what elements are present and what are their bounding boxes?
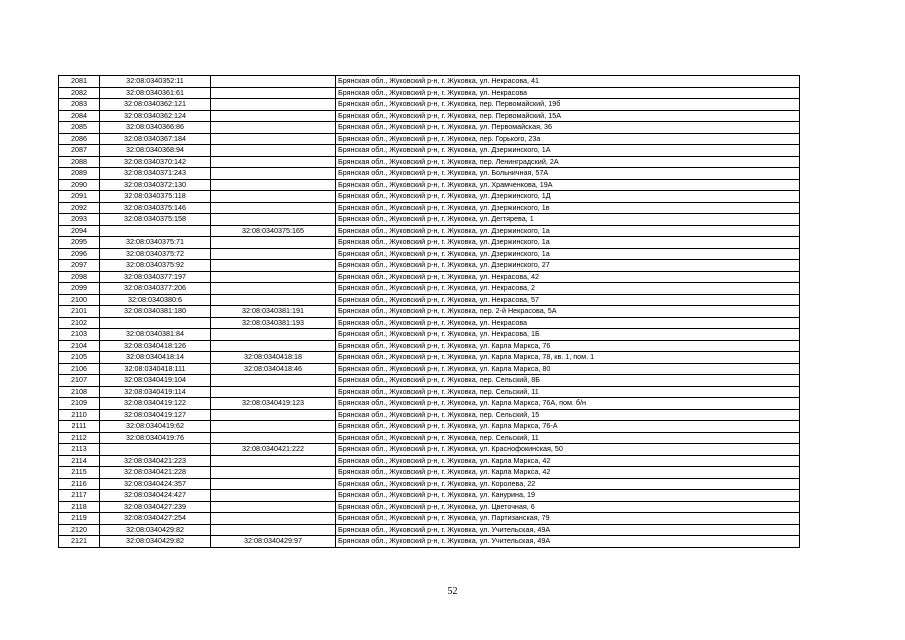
linked-cadastral-number-cell bbox=[211, 478, 336, 490]
address-cell: Брянская обл., Жуковский р-н, г. Жуковка, пер. Первомайский, 15А bbox=[336, 110, 800, 122]
address-cell: Брянская обл., Жуковский р-н, г. Жуковка, ул. Канурина, 19 bbox=[336, 490, 800, 502]
address-cell: Брянская обл., Жуковский р-н, г. Жуковка, ул. Больничная, 57А bbox=[336, 168, 800, 180]
cadastral-number-cell: 32:08:0340367:184 bbox=[100, 133, 211, 145]
address-cell: Брянская обл., Жуковский р-н, г. Жуковка, ул. Некрасова, 1Б bbox=[336, 329, 800, 341]
row-number-cell: 2090 bbox=[59, 179, 100, 191]
linked-cadastral-number-cell bbox=[211, 110, 336, 122]
cadastral-number-cell bbox=[100, 317, 211, 329]
linked-cadastral-number-cell bbox=[211, 168, 336, 180]
row-number-cell: 2096 bbox=[59, 248, 100, 260]
cadastral-number-cell bbox=[100, 444, 211, 456]
table-row bbox=[59, 76, 800, 88]
row-number-cell: 2111 bbox=[59, 421, 100, 433]
cadastral-number-cell: 32:08:0340361:61 bbox=[100, 87, 211, 99]
linked-cadastral-number-cell bbox=[211, 248, 336, 260]
row-number-cell: 2107 bbox=[59, 375, 100, 387]
table-row bbox=[59, 478, 800, 490]
linked-cadastral-number-cell bbox=[211, 179, 336, 191]
cadastral-number-cell: 32:08:0340375:146 bbox=[100, 202, 211, 214]
linked-cadastral-number-cell bbox=[211, 467, 336, 479]
table-row bbox=[59, 352, 800, 364]
row-number-cell: 2095 bbox=[59, 237, 100, 249]
row-number-cell: 2100 bbox=[59, 294, 100, 306]
cadastral-number-cell: 32:08:0340418:126 bbox=[100, 340, 211, 352]
linked-cadastral-number-cell bbox=[211, 294, 336, 306]
cadastral-number-cell: 32:08:0340419:104 bbox=[100, 375, 211, 387]
row-number-cell: 2087 bbox=[59, 145, 100, 157]
cadastral-number-cell: 32:08:0340429:82 bbox=[100, 524, 211, 536]
cadastral-number-cell: 32:08:0340375:92 bbox=[100, 260, 211, 272]
table-row bbox=[59, 490, 800, 502]
row-number-cell: 2084 bbox=[59, 110, 100, 122]
table-row bbox=[59, 513, 800, 525]
address-cell: Брянская обл., Жуковский р-н, г. Жуковка, ул. Дзержинского, 1в bbox=[336, 202, 800, 214]
cadastral-number-cell: 32:08:0340372:130 bbox=[100, 179, 211, 191]
address-cell: Брянская обл., Жуковский р-н, г. Жуковка, пер. Горького, 23а bbox=[336, 133, 800, 145]
linked-cadastral-number-cell bbox=[211, 260, 336, 272]
cadastral-number-cell: 32:08:0340419:114 bbox=[100, 386, 211, 398]
address-cell: Брянская обл., Жуковский р-н, г. Жуковка, ул. Дзержинского, 1а bbox=[336, 237, 800, 249]
table-row bbox=[59, 409, 800, 421]
table-row bbox=[59, 145, 800, 157]
table-row bbox=[59, 191, 800, 203]
cadastral-number-cell: 32:08:0340424:357 bbox=[100, 478, 211, 490]
linked-cadastral-number-cell bbox=[211, 375, 336, 387]
row-number-cell: 2115 bbox=[59, 467, 100, 479]
address-cell: Брянская обл., Жуковский р-н, г. Жуковка, пер. Ленинградский, 2А bbox=[336, 156, 800, 168]
address-cell: Брянская обл., Жуковский р-н, г. Жуковка, ул. Партизанская, 79 bbox=[336, 513, 800, 525]
cadastral-number-cell: 32:08:0340429:82 bbox=[100, 536, 211, 548]
address-cell: Брянская обл., Жуковский р-н, г. Жуковка, ул. Королева, 22 bbox=[336, 478, 800, 490]
page-number: 52 bbox=[447, 586, 458, 597]
table-row bbox=[59, 467, 800, 479]
linked-cadastral-number-cell bbox=[211, 513, 336, 525]
row-number-cell: 2113 bbox=[59, 444, 100, 456]
table-row bbox=[59, 294, 800, 306]
linked-cadastral-number-cell bbox=[211, 283, 336, 295]
table-row bbox=[59, 501, 800, 513]
table-row bbox=[59, 386, 800, 398]
linked-cadastral-number-cell: 32:08:0340381:193 bbox=[211, 317, 336, 329]
address-cell: Брянская обл., Жуковский р-н, г. Жуковка, пер. 2-й Некрасова, 5А bbox=[336, 306, 800, 318]
row-number-cell: 2081 bbox=[59, 76, 100, 88]
address-cell: Брянская обл., Жуковский р-н, г. Жуковка, ул. Карла Маркса, 76-А bbox=[336, 421, 800, 433]
table-row bbox=[59, 260, 800, 272]
address-cell: Брянская обл., Жуковский р-н, г. Жуковка, пер. Сельский, 11 bbox=[336, 386, 800, 398]
address-cell: Брянская обл., Жуковский р-н, г. Жуковка, ул. Дзержинского, 1А bbox=[336, 145, 800, 157]
linked-cadastral-number-cell bbox=[211, 191, 336, 203]
table-row bbox=[59, 317, 800, 329]
cadastral-number-cell: 32:08:0340419:122 bbox=[100, 398, 211, 410]
cadastral-number-cell: 32:08:0340421:228 bbox=[100, 467, 211, 479]
linked-cadastral-number-cell bbox=[211, 490, 336, 502]
row-number-cell: 2118 bbox=[59, 501, 100, 513]
address-cell: Брянская обл., Жуковский р-н, г. Жуковка, ул. Карла Маркса, 80 bbox=[336, 363, 800, 375]
linked-cadastral-number-cell bbox=[211, 156, 336, 168]
row-number-cell: 2105 bbox=[59, 352, 100, 364]
cadastral-number-cell: 32:08:0340380:6 bbox=[100, 294, 211, 306]
table-row bbox=[59, 202, 800, 214]
cadastral-number-cell bbox=[100, 225, 211, 237]
table-row bbox=[59, 363, 800, 375]
row-number-cell: 2116 bbox=[59, 478, 100, 490]
row-number-cell: 2097 bbox=[59, 260, 100, 272]
address-cell: Брянская обл., Жуковский р-н, г. Жуковка, ул. Дзержинского, 27 bbox=[336, 260, 800, 272]
address-cell: Брянская обл., Жуковский р-н, г. Жуковка, ул. Некрасова, 57 bbox=[336, 294, 800, 306]
linked-cadastral-number-cell: 32:08:0340375:165 bbox=[211, 225, 336, 237]
address-cell: Брянская обл., Жуковский р-н, г. Жуковка, ул. Некрасова, 41 bbox=[336, 76, 800, 88]
row-number-cell: 2117 bbox=[59, 490, 100, 502]
address-cell: Брянская обл., Жуковский р-н, г. Жуковка, ул. Дегтярева, 1 bbox=[336, 214, 800, 226]
row-number-cell: 2112 bbox=[59, 432, 100, 444]
cadastral-number-cell: 32:08:0340419:76 bbox=[100, 432, 211, 444]
linked-cadastral-number-cell bbox=[211, 455, 336, 467]
table-row bbox=[59, 398, 800, 410]
table-row bbox=[59, 432, 800, 444]
address-cell: Брянская обл., Жуковский р-н, г. Жуковка, ул. Карла Маркса, 42 bbox=[336, 467, 800, 479]
table-row bbox=[59, 248, 800, 260]
table-row bbox=[59, 214, 800, 226]
table-row bbox=[59, 421, 800, 433]
table-row bbox=[59, 524, 800, 536]
address-cell: Брянская обл., Жуковский р-н, г. Жуковка, ул. Некрасова, 2 bbox=[336, 283, 800, 295]
linked-cadastral-number-cell bbox=[211, 76, 336, 88]
linked-cadastral-number-cell bbox=[211, 524, 336, 536]
registry-table bbox=[58, 75, 800, 548]
address-cell: Брянская обл., Жуковский р-н, г. Жуковка, ул. Карла Маркса, 76А, пом. б/н bbox=[336, 398, 800, 410]
address-cell: Брянская обл., Жуковский р-н, г. Жуковка, пер. Сельский, 11 bbox=[336, 432, 800, 444]
address-cell: Брянская обл., Жуковский р-н, г. Жуковка, пер. Сельский, 8Б bbox=[336, 375, 800, 387]
linked-cadastral-number-cell bbox=[211, 329, 336, 341]
table-row bbox=[59, 271, 800, 283]
cadastral-number-cell: 32:08:0340377:206 bbox=[100, 283, 211, 295]
cadastral-number-cell: 32:08:0340381:84 bbox=[100, 329, 211, 341]
linked-cadastral-number-cell bbox=[211, 214, 336, 226]
row-number-cell: 2082 bbox=[59, 87, 100, 99]
linked-cadastral-number-cell bbox=[211, 237, 336, 249]
table-row bbox=[59, 536, 800, 548]
address-cell: Брянская обл., Жуковский р-н, г. Жуковка, ул. Дзержинского, 1Д bbox=[336, 191, 800, 203]
cadastral-number-cell: 32:08:0340375:158 bbox=[100, 214, 211, 226]
table-row bbox=[59, 329, 800, 341]
table-row bbox=[59, 87, 800, 99]
table-row bbox=[59, 444, 800, 456]
address-cell: Брянская обл., Жуковский р-н, г. Жуковка, ул. Дзержинского, 1а bbox=[336, 225, 800, 237]
row-number-cell: 2085 bbox=[59, 122, 100, 134]
row-number-cell: 2098 bbox=[59, 271, 100, 283]
table-row bbox=[59, 225, 800, 237]
linked-cadastral-number-cell: 32:08:0340429:97 bbox=[211, 536, 336, 548]
cadastral-number-cell: 32:08:0340362:124 bbox=[100, 110, 211, 122]
linked-cadastral-number-cell: 32:08:0340418:18 bbox=[211, 352, 336, 364]
row-number-cell: 2106 bbox=[59, 363, 100, 375]
cadastral-number-cell: 32:08:0340375:72 bbox=[100, 248, 211, 260]
linked-cadastral-number-cell: 32:08:0340418:46 bbox=[211, 363, 336, 375]
row-number-cell: 2089 bbox=[59, 168, 100, 180]
cadastral-number-cell: 32:08:0340381:180 bbox=[100, 306, 211, 318]
linked-cadastral-number-cell: 32:08:0340419:123 bbox=[211, 398, 336, 410]
address-cell: Брянская обл., Жуковский р-н, г. Жуковка, ул. Некрасова, 42 bbox=[336, 271, 800, 283]
linked-cadastral-number-cell bbox=[211, 409, 336, 421]
row-number-cell: 2103 bbox=[59, 329, 100, 341]
linked-cadastral-number-cell bbox=[211, 87, 336, 99]
address-cell: Брянская обл., Жуковский р-н, г. Жуковка, пер. Сельский, 15 bbox=[336, 409, 800, 421]
table-row bbox=[59, 110, 800, 122]
address-cell: Брянская обл., Жуковский р-н, г. Жуковка, ул. Цветочная, 6 bbox=[336, 501, 800, 513]
row-number-cell: 2099 bbox=[59, 283, 100, 295]
row-number-cell: 2120 bbox=[59, 524, 100, 536]
linked-cadastral-number-cell bbox=[211, 501, 336, 513]
address-cell: Брянская обл., Жуковский р-н, г. Жуковка, ул. Карла Маркса, 78, кв. 1, пом. 1 bbox=[336, 352, 800, 364]
cadastral-number-cell: 32:08:0340421:223 bbox=[100, 455, 211, 467]
linked-cadastral-number-cell: 32:08:0340381:191 bbox=[211, 306, 336, 318]
linked-cadastral-number-cell bbox=[211, 122, 336, 134]
linked-cadastral-number-cell bbox=[211, 271, 336, 283]
table-row bbox=[59, 306, 800, 318]
row-number-cell: 2101 bbox=[59, 306, 100, 318]
address-cell: Брянская обл., Жуковский р-н, г. Жуковка, ул. Некрасова bbox=[336, 87, 800, 99]
row-number-cell: 2093 bbox=[59, 214, 100, 226]
row-number-cell: 2109 bbox=[59, 398, 100, 410]
cadastral-number-cell: 32:08:0340424:427 bbox=[100, 490, 211, 502]
table-row bbox=[59, 340, 800, 352]
linked-cadastral-number-cell bbox=[211, 133, 336, 145]
address-cell: Брянская обл., Жуковский р-н, г. Жуковка, ул. Краснофокинская, 50 bbox=[336, 444, 800, 456]
cadastral-number-cell: 32:08:0340427:239 bbox=[100, 501, 211, 513]
table-row bbox=[59, 375, 800, 387]
address-cell: Брянская обл., Жуковский р-н, г. Жуковка, ул. Некрасова bbox=[336, 317, 800, 329]
cadastral-number-cell: 32:08:0340418:111 bbox=[100, 363, 211, 375]
table-row bbox=[59, 283, 800, 295]
table-row bbox=[59, 133, 800, 145]
table-row bbox=[59, 237, 800, 249]
linked-cadastral-number-cell bbox=[211, 145, 336, 157]
row-number-cell: 2110 bbox=[59, 409, 100, 421]
address-cell: Брянская обл., Жуковский р-н, г. Жуковка, ул. Храмченкова, 19А bbox=[336, 179, 800, 191]
table-row bbox=[59, 156, 800, 168]
row-number-cell: 2108 bbox=[59, 386, 100, 398]
linked-cadastral-number-cell bbox=[211, 202, 336, 214]
row-number-cell: 2088 bbox=[59, 156, 100, 168]
linked-cadastral-number-cell bbox=[211, 99, 336, 111]
row-number-cell: 2119 bbox=[59, 513, 100, 525]
cadastral-number-cell: 32:08:0340419:62 bbox=[100, 421, 211, 433]
row-number-cell: 2102 bbox=[59, 317, 100, 329]
cadastral-number-cell: 32:08:0340370:142 bbox=[100, 156, 211, 168]
table-row bbox=[59, 168, 800, 180]
cadastral-number-cell: 32:08:0340377:197 bbox=[100, 271, 211, 283]
cadastral-number-cell: 32:08:0340427:254 bbox=[100, 513, 211, 525]
linked-cadastral-number-cell bbox=[211, 421, 336, 433]
row-number-cell: 2094 bbox=[59, 225, 100, 237]
table-row bbox=[59, 122, 800, 134]
cadastral-number-cell: 32:08:0340375:118 bbox=[100, 191, 211, 203]
row-number-cell: 2121 bbox=[59, 536, 100, 548]
address-cell: Брянская обл., Жуковский р-н, г. Жуковка, пер. Первомайский, 19б bbox=[336, 99, 800, 111]
cadastral-number-cell: 32:08:0340375:71 bbox=[100, 237, 211, 249]
registry-table-body bbox=[59, 76, 800, 548]
cadastral-number-cell: 32:08:0340368:94 bbox=[100, 145, 211, 157]
cadastral-number-cell: 32:08:0340362:121 bbox=[100, 99, 211, 111]
cadastral-number-cell: 32:08:0340352:11 bbox=[100, 76, 211, 88]
row-number-cell: 2083 bbox=[59, 99, 100, 111]
table-row bbox=[59, 99, 800, 111]
cadastral-number-cell: 32:08:0340371:243 bbox=[100, 168, 211, 180]
cadastral-number-cell: 32:08:0340418:14 bbox=[100, 352, 211, 364]
address-cell: Брянская обл., Жуковский р-н, г. Жуковка, ул. Карла Маркса, 42 bbox=[336, 455, 800, 467]
table-row bbox=[59, 179, 800, 191]
row-number-cell: 2091 bbox=[59, 191, 100, 203]
linked-cadastral-number-cell bbox=[211, 432, 336, 444]
address-cell: Брянская обл., Жуковский р-н, г. Жуковка, ул. Учительская, 49А bbox=[336, 536, 800, 548]
row-number-cell: 2086 bbox=[59, 133, 100, 145]
address-cell: Брянская обл., Жуковский р-н, г. Жуковка, ул. Карла Маркса, 76 bbox=[336, 340, 800, 352]
row-number-cell: 2092 bbox=[59, 202, 100, 214]
address-cell: Брянская обл., Жуковский р-н, г. Жуковка, ул. Дзержинского, 1а bbox=[336, 248, 800, 260]
table-row bbox=[59, 455, 800, 467]
row-number-cell: 2104 bbox=[59, 340, 100, 352]
row-number-cell: 2114 bbox=[59, 455, 100, 467]
address-cell: Брянская обл., Жуковский р-н, г. Жуковка, ул. Первомайская, 36 bbox=[336, 122, 800, 134]
linked-cadastral-number-cell bbox=[211, 340, 336, 352]
cadastral-number-cell: 32:08:0340366:86 bbox=[100, 122, 211, 134]
linked-cadastral-number-cell: 32:08:0340421:222 bbox=[211, 444, 336, 456]
cadastral-number-cell: 32:08:0340419:127 bbox=[100, 409, 211, 421]
address-cell: Брянская обл., Жуковский р-н, г. Жуковка, ул. Учительская, 49А bbox=[336, 524, 800, 536]
linked-cadastral-number-cell bbox=[211, 386, 336, 398]
